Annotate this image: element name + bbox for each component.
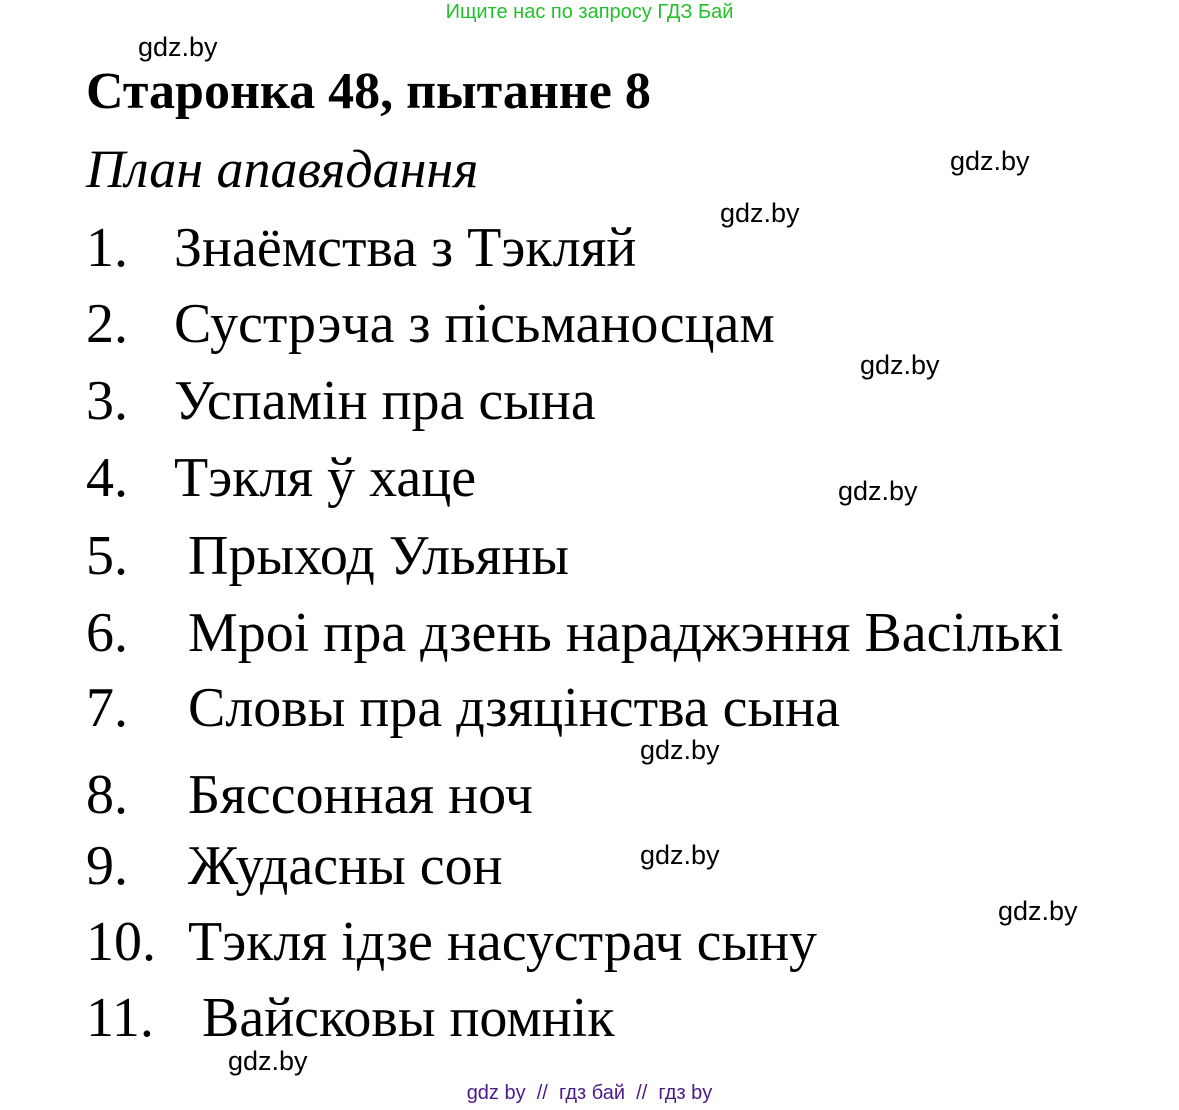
item-number: 3. <box>86 370 128 432</box>
watermark: gdz.by <box>860 350 940 380</box>
item-text: Прыход Ульяны <box>188 525 569 587</box>
watermark: gdz.by <box>228 1046 308 1076</box>
item-number: 6. <box>86 602 128 664</box>
item-number: 4. <box>86 447 128 509</box>
item-number: 8. <box>86 764 128 826</box>
watermark: gdz.by <box>950 146 1030 176</box>
item-number: 2. <box>86 293 128 355</box>
item-text: Сустрэча з пісьманосцам <box>174 293 775 355</box>
item-number: 1. <box>86 217 128 279</box>
footer-links: gdz by // гдз бай // гдз by <box>466 1082 713 1104</box>
watermark: gdz.by <box>640 840 720 870</box>
watermark: gdz.by <box>640 735 720 765</box>
item-text: Вайсковы помнік <box>202 987 615 1049</box>
watermark: gdz.by <box>998 896 1078 926</box>
item-number: 11. <box>86 987 154 1049</box>
item-text: Тэкля ідзе насустрач сыну <box>188 911 818 973</box>
item-text: Словы пра дзяцінства сына <box>188 677 840 739</box>
item-number: 9. <box>86 835 128 897</box>
watermark: gdz.by <box>838 476 918 506</box>
search-banner: Ищите нас по запросу ГДЗ Бай <box>445 1 734 23</box>
page-title: Старонка 48, пытанне 8 <box>86 63 651 120</box>
item-text: Успамін пра сына <box>174 370 596 432</box>
item-text: Тэкля ў хаце <box>174 447 477 509</box>
item-text: Знаёмства з Тэкляй <box>174 217 637 279</box>
item-number: 7. <box>86 677 128 739</box>
item-text: Бяссонная ноч <box>188 764 533 826</box>
item-number: 5. <box>86 525 128 587</box>
watermark: gdz.by <box>138 32 218 62</box>
item-number: 10. <box>86 911 156 973</box>
item-text: Жудасны сон <box>188 835 503 897</box>
watermark: gdz.by <box>720 198 800 228</box>
item-text: Мроі пра дзень нараджэння Васількі <box>188 602 1064 664</box>
plan-heading: План апавядання <box>86 139 479 199</box>
